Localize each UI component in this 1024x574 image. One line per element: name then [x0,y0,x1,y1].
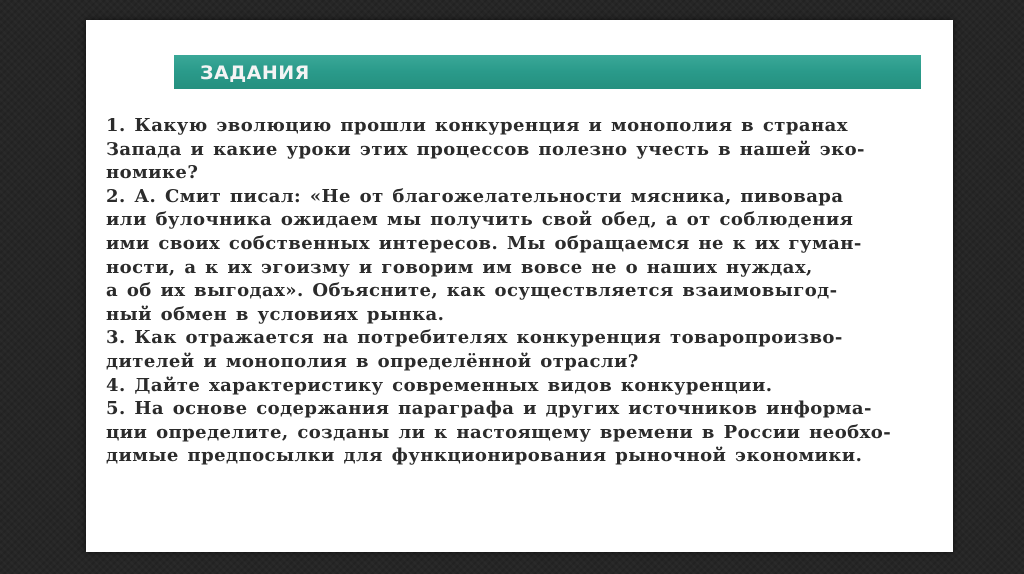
task-item-2 [106,185,953,327]
slide-page [86,20,953,552]
task-line: номике? [106,162,199,184]
task-line: ими своих собственных интересов. Мы обращаемся не к их гуман- [106,232,862,254]
task-line: ный обмен в условиях рынка. [106,303,445,325]
task-line: 5. На основе содержания параграфа и других источников информа- [106,398,872,420]
task-line: 4. Дайте характеристику современных видов конкуренции. [106,374,773,396]
task-line: 1. Какую эволюцию прошли конкуренция и монополия в странах [106,115,848,136]
task-item-3 [106,326,953,373]
task-line: а об их выгодах». Объясните, как осуществляется взаимовыгод- [106,280,838,302]
task-line: дителей и монополия в определённой отрасли? [106,350,639,372]
section-banner [174,55,921,89]
task-item-1 [106,114,953,185]
section-title: ЗАДАНИЯ [200,62,310,84]
task-list [106,114,953,468]
task-line: Запада и какие уроки этих процессов полезно учесть в нашей эко- [106,138,865,160]
task-line: 3. Как отражается на потребителях конкуренция товаропроизво- [106,327,843,349]
task-line: димые предпосылки для функционирования рыночной экономики. [106,445,863,467]
task-line: или булочника ожидаем мы получить свой обед, а от соблюдения [106,209,854,231]
task-line: ности, а к их эгоизму и говорим им вовсе не о наших нуждах, [106,256,813,278]
task-item-5 [106,397,953,468]
task-line: ции определите, созданы ли к настоящему времени в России необхо- [106,421,892,443]
task-item-4 [106,374,953,398]
task-line: 2. А. Смит писал: «Не от благожелательности мясника, пивовара [106,185,844,207]
